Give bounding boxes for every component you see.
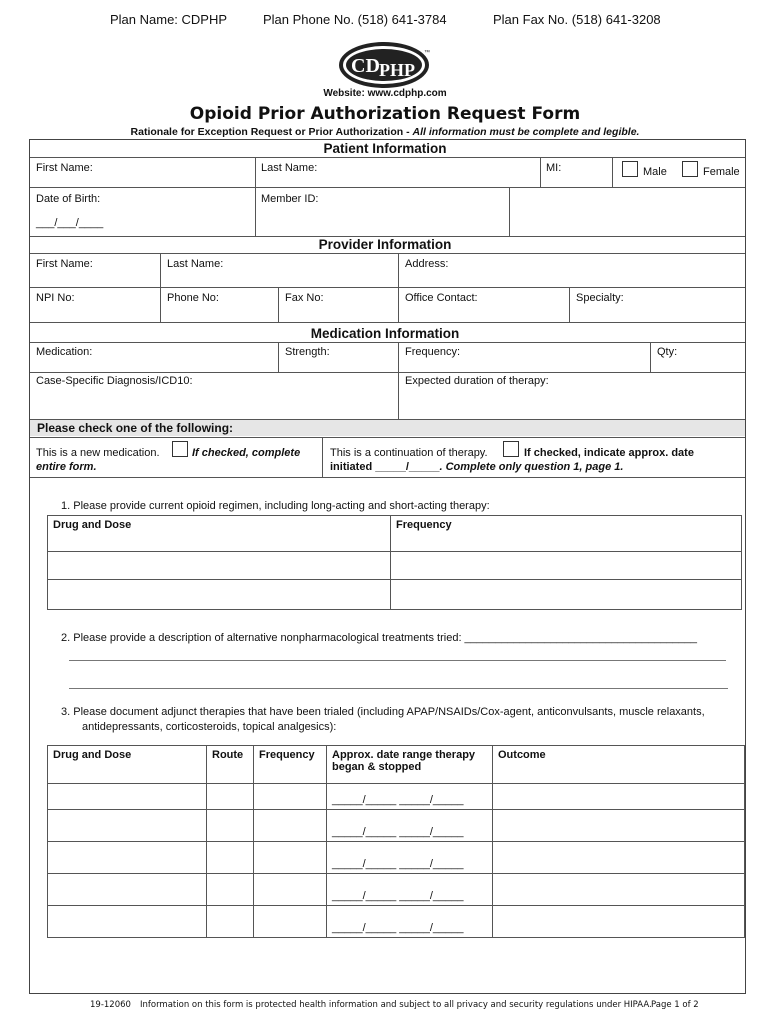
adjunct-cell[interactable]: [493, 810, 745, 842]
plan-name: Plan Name: CDPHP: [110, 12, 228, 27]
new-med-label: This is a new medication.: [36, 447, 160, 459]
adjunct-cell[interactable]: [48, 874, 207, 906]
adjunct-date-cell[interactable]: _____/_____ _____/_____: [327, 906, 493, 938]
medication-info-heading: Medication Information: [310, 326, 460, 341]
adjunct-cell[interactable]: [493, 842, 745, 874]
adjunct-cell[interactable]: [254, 906, 327, 938]
regimen-cell[interactable]: [48, 580, 391, 610]
new-med-note: If checked, complete: [192, 447, 301, 459]
rationale: Rationale for Exception Request or Prior Authorization - All information must be complete and legible.: [130, 126, 640, 138]
q2-answer-line[interactable]: [69, 688, 728, 689]
provider-last-name-label: Last Name:: [167, 258, 224, 270]
adjunct-cell[interactable]: [207, 842, 254, 874]
adjunct-frequency-header: Frequency: [254, 746, 327, 784]
patient-last-name-label: Last Name:: [261, 162, 318, 174]
dob-field[interactable]: ___/___/____: [36, 217, 104, 229]
medication-label: Medication:: [36, 346, 93, 358]
hipaa-notice: Information on this form is protected health information and subject to all privacy and security regulations under HIPAA.: [140, 1000, 652, 1010]
duration-label: Expected duration of therapy:: [405, 375, 549, 387]
regimen-frequency-header: Frequency: [391, 516, 742, 552]
regimen-cell[interactable]: [48, 552, 391, 580]
page-number: Page 1 of 2: [651, 1000, 699, 1010]
cdphp-logo: [338, 40, 434, 90]
female-checkbox[interactable]: [682, 161, 698, 177]
dob-label: Date of Birth:: [36, 193, 101, 205]
provider-address-label: Address:: [405, 258, 449, 270]
check-heading: Please check one of the following:: [37, 421, 234, 435]
adjunct-cell[interactable]: [254, 874, 327, 906]
adjunct-date-cell[interactable]: _____/_____ _____/_____: [327, 810, 493, 842]
regimen-cell[interactable]: [391, 552, 742, 580]
patient-info-heading: Patient Information: [323, 141, 447, 156]
provider-info-heading: Provider Information: [318, 237, 452, 252]
member-id-label: Member ID:: [261, 193, 319, 205]
question-3-line2: antidepressants, corticosteroids, topical analgesics):: [82, 721, 337, 733]
diagnosis-label: Case-Specific Diagnosis/ICD10:: [36, 375, 193, 387]
form-code: 19-12060: [90, 1000, 131, 1010]
adjunct-cell[interactable]: [207, 906, 254, 938]
adjunct-drug-header: Drug and Dose: [48, 746, 207, 784]
male-checkbox[interactable]: [622, 161, 638, 177]
patient-first-name-label: First Name:: [36, 162, 93, 174]
adjunct-cell[interactable]: [254, 784, 327, 810]
female-label: Female: [703, 166, 740, 178]
adjunct-cell[interactable]: [48, 842, 207, 874]
adjunct-cell[interactable]: [254, 842, 327, 874]
website: Website: www.cdphp.com: [323, 88, 447, 99]
question-2: 2. Please provide a description of alternative nonpharmacological treatments tried: ______________________________________: [61, 632, 698, 644]
new-med-note-2: entire form.: [36, 461, 97, 473]
question-1: 1. Please provide current opioid regimen, including long-acting and short-acting therapy:: [61, 500, 490, 512]
plan-fax: Plan Fax No. (518) 641-3208: [493, 12, 661, 27]
continuation-label: This is a continuation of therapy.: [330, 447, 488, 459]
svg-text:CD: CD: [351, 55, 380, 77]
adjunct-cell[interactable]: [207, 810, 254, 842]
adjunct-cell[interactable]: [48, 906, 207, 938]
provider-first-name-label: First Name:: [36, 258, 93, 270]
npi-label: NPI No:: [36, 292, 75, 304]
adjunct-date-header: Approx. date range therapy began & stopped: [327, 746, 493, 784]
adjunct-outcome-header: Outcome: [493, 746, 745, 784]
plan-phone: Plan Phone No. (518) 641-3784: [263, 12, 447, 27]
adjunct-date-cell[interactable]: _____/_____ _____/_____: [327, 842, 493, 874]
regimen-drug-header: Drug and Dose: [48, 516, 391, 552]
adjunct-table: [47, 745, 745, 938]
continuation-note-2: initiated _____/_____. Complete only question 1, page 1.: [330, 461, 624, 473]
strength-label: Strength:: [285, 346, 330, 358]
provider-fax-label: Fax No:: [285, 292, 324, 304]
adjunct-route-header: Route: [207, 746, 254, 784]
question-3: 3. Please document adjunct therapies that have been trialed (including APAP/NSAIDs/Cox-agent, anticonvulsants, muscle relaxants,: [61, 706, 705, 718]
regimen-cell[interactable]: [391, 580, 742, 610]
male-label: Male: [643, 166, 667, 178]
adjunct-cell[interactable]: [493, 906, 745, 938]
form-title: Opioid Prior Authorization Request Form: [189, 104, 581, 124]
frequency-label: Frequency:: [405, 346, 461, 358]
adjunct-date-cell[interactable]: _____/_____ _____/_____: [327, 874, 493, 906]
adjunct-cell[interactable]: [48, 784, 207, 810]
office-contact-label: Office Contact:: [405, 292, 478, 304]
adjunct-cell[interactable]: [207, 874, 254, 906]
provider-phone-label: Phone No:: [167, 292, 219, 304]
regimen-table: [47, 515, 742, 610]
svg-text:™: ™: [424, 50, 430, 56]
new-med-checkbox[interactable]: [172, 441, 188, 457]
continuation-checkbox[interactable]: [503, 441, 519, 457]
adjunct-cell[interactable]: [493, 874, 745, 906]
q2-answer-line[interactable]: [69, 660, 726, 661]
continuation-note: If checked, indicate approx. date: [524, 447, 694, 459]
adjunct-cell[interactable]: [48, 810, 207, 842]
svg-text:PHP: PHP: [379, 60, 415, 80]
specialty-label: Specialty:: [576, 292, 624, 304]
adjunct-cell[interactable]: [207, 784, 254, 810]
qty-label: Qty:: [657, 346, 678, 358]
adjunct-cell[interactable]: [493, 784, 745, 810]
adjunct-date-cell[interactable]: _____/_____ _____/_____: [327, 784, 493, 810]
patient-mi-label: MI:: [546, 162, 562, 174]
adjunct-cell[interactable]: [254, 810, 327, 842]
